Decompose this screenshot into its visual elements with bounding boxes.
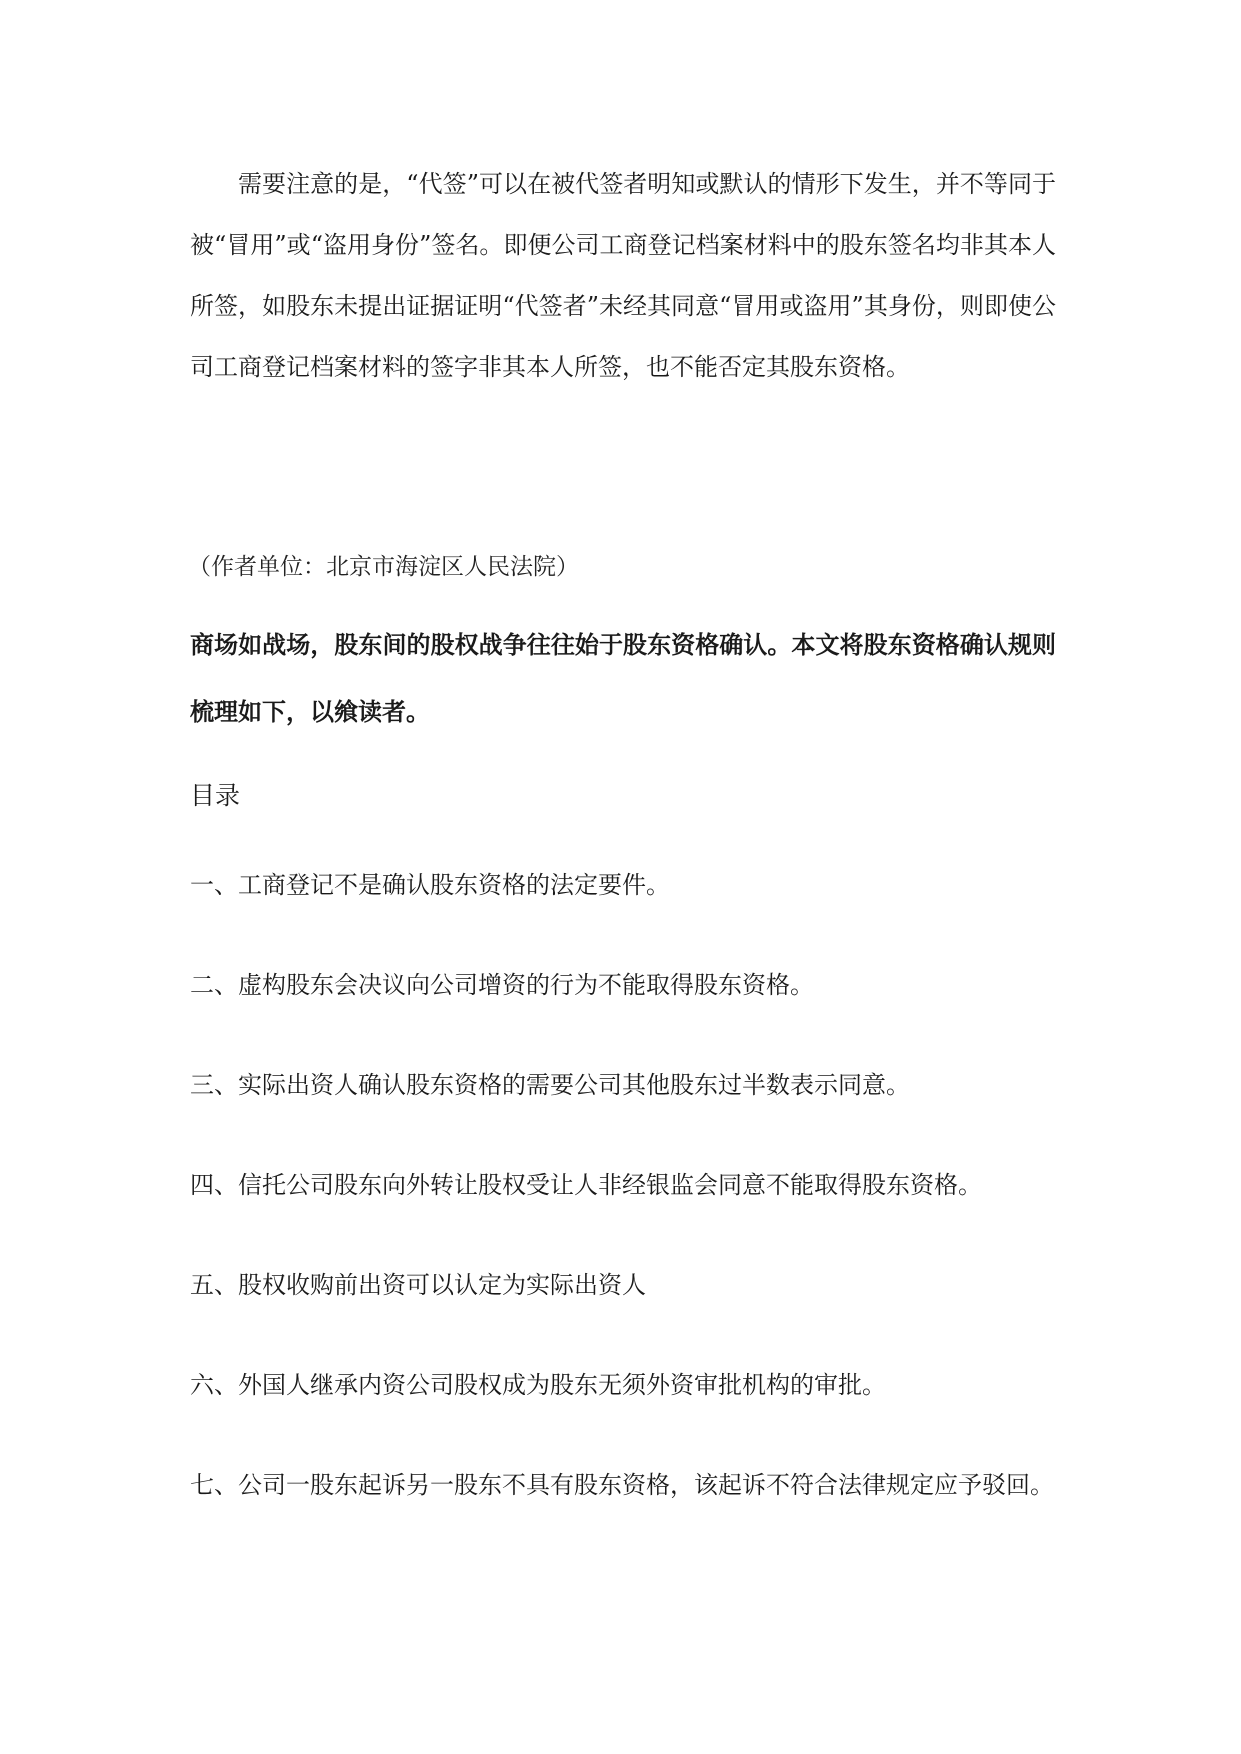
toc-item: 五、股权收购前出资可以认定为实际出资人 [190, 1271, 646, 1299]
toc-item: 六、外国人继承内资公司股权成为股东无须外资审批机构的审批。 [190, 1371, 886, 1399]
toc-item: 二、虚构股东会决议向公司增资的行为不能取得股东资格。 [190, 971, 814, 999]
toc-item: 三、实际出资人确认股东资格的需要公司其他股东过半数表示同意。 [190, 1071, 910, 1099]
toc-item: 四、信托公司股东向外转让股权受让人非经银监会同意不能取得股东资格。 [190, 1171, 982, 1199]
author-affiliation: （作者单位：北京市海淀区人民法院） [188, 554, 579, 580]
body-paragraph: 需要注意的是，“代签”可以在被代签者明知或默认的情形下发生，并不等同于被“冒用”或“盗用身份”签名。即便公司工商登记档案材料中的股东签名均非其本人所签，如股东未提出证据证明“代签者”未经其同意“冒用或盗用”其身份，则即使公司工商登记档案材料的签字非其本人所签，也不能否定其股东资格。 [190, 170, 1056, 381]
toc-item: 七、公司一股东起诉另一股东不具有股东资格，该起诉不符合法律规定应予驳回。 [190, 1471, 1054, 1499]
toc-title: 目录 [190, 781, 241, 810]
lead-paragraph: 商场如战场，股东间的股权战争往往始于股东资格确认。本文将股东资格确认规则梳理如下，以飨读者。 [190, 631, 1056, 726]
toc-list [190, 855, 1056, 1516]
toc-item: 一、工商登记不是确认股东资格的法定要件。 [190, 871, 670, 899]
